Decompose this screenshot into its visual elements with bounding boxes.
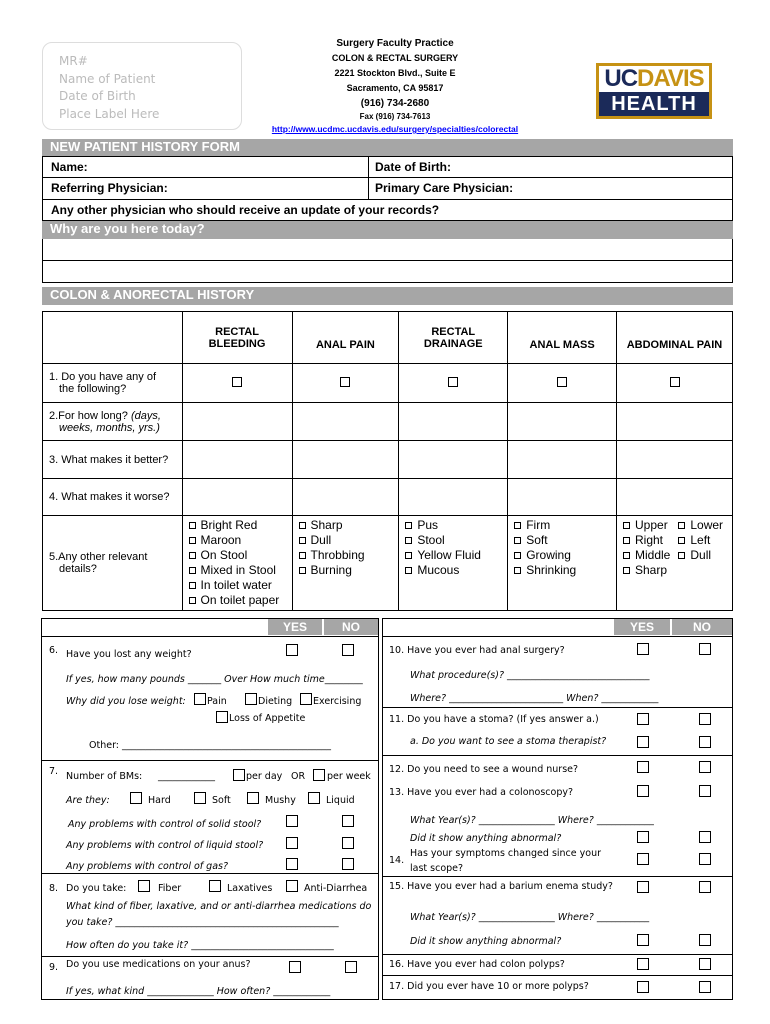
practice-url[interactable]: http://www.ucdmc.ucdavis.edu/surgery/specialties/colorectal <box>271 124 519 134</box>
q6-why: Why did you lose weight: <box>66 696 186 707</box>
opt-mixed-in-stool[interactable]: Mixed in Stool <box>189 563 286 578</box>
opt-on-stool[interactable]: On Stool <box>189 548 286 563</box>
mushy-checkbox[interactable] <box>247 792 259 804</box>
right-yes-header: YES <box>614 619 670 635</box>
q11a-no-checkbox[interactable] <box>699 736 711 748</box>
liquid-checkbox[interactable] <box>308 792 320 804</box>
q8-medications[interactable]: you take? _______________________________________________ <box>66 917 339 928</box>
why-here-bar: Why are you here today? <box>42 221 733 239</box>
q9-kind[interactable]: If yes, what kind ______________ How often? ____________ <box>66 986 331 997</box>
practice-fax: Fax (916) 734-7613 <box>359 112 431 121</box>
opt-firm[interactable]: Firm <box>514 518 610 533</box>
logo-davis: DAVIS <box>637 65 704 92</box>
opt-soft[interactable]: Soft <box>514 533 610 548</box>
q16-no-checkbox[interactable] <box>699 958 711 970</box>
ctrl-solid-yes[interactable] <box>286 815 298 827</box>
laxatives-checkbox[interactable] <box>209 880 221 892</box>
hard-checkbox[interactable] <box>130 792 142 804</box>
col-anal-mass: ANAL MASS <box>508 312 617 364</box>
ctrl-liquid-text: Any problems with control of liquid stool? <box>66 840 264 851</box>
other-physician-row[interactable]: Any other physician who should receive an update of your records? <box>42 200 733 221</box>
q1-anal-pain-checkbox[interactable] <box>340 377 350 387</box>
opt-right[interactable]: Right <box>623 533 670 548</box>
q13b-no-checkbox[interactable] <box>699 831 711 843</box>
opt-middle[interactable]: Middle <box>623 548 670 563</box>
per-week-checkbox[interactable] <box>313 769 325 781</box>
label-name: Name of Patient <box>59 71 156 86</box>
name-label: Name: <box>51 160 88 174</box>
label-mr: MR# <box>59 54 88 68</box>
col-anal-pain: ANAL PAIN <box>292 312 399 364</box>
form-title-bar: NEW PATIENT HISTORY FORM <box>42 139 733 156</box>
q17-yes-checkbox[interactable] <box>637 981 649 993</box>
q1-rectal-bleeding-checkbox[interactable] <box>232 377 242 387</box>
name-row <box>42 156 733 178</box>
dob-label: Date of Birth: <box>375 160 451 174</box>
q8-text: Do you take: <box>66 883 127 894</box>
why-line-2[interactable] <box>42 261 733 283</box>
q11-text: 11. Do you have a stoma? (If yes answer a.) <box>389 714 599 725</box>
q1-row <box>43 364 733 403</box>
q8-how-often[interactable]: How often do you take it? ______________________________ <box>66 940 334 951</box>
ucdavis-health-logo <box>596 63 712 119</box>
pain-checkbox[interactable] <box>194 693 206 705</box>
ctrl-gas-text: Any problems with control of gas? <box>66 861 229 872</box>
opt-bright-red[interactable]: Bright Red <box>189 518 286 533</box>
q6-yes-checkbox[interactable] <box>286 644 298 656</box>
q13-year-where[interactable]: What Year(s)? ________________ Where? ____________ <box>410 815 654 826</box>
opt-growing[interactable]: Growing <box>514 548 610 563</box>
opt-dull[interactable]: Dull <box>299 533 393 548</box>
q12-yes-checkbox[interactable] <box>637 761 649 773</box>
soft-checkbox[interactable] <box>194 792 206 804</box>
exercising-checkbox[interactable] <box>300 693 312 705</box>
fiber-checkbox[interactable] <box>138 880 150 892</box>
q4-row <box>43 479 733 516</box>
q9-no-checkbox[interactable] <box>345 961 357 973</box>
opt-burning[interactable]: Burning <box>299 563 393 578</box>
col-rectal-drainage: RECTAL DRAINAGE <box>399 312 508 364</box>
q3-row <box>43 441 733 479</box>
opt-in-toilet-water[interactable]: In toilet water <box>189 578 286 593</box>
right-no-header: NO <box>672 619 732 635</box>
q9-yes-checkbox[interactable] <box>289 961 301 973</box>
opt-upper[interactable]: Upper <box>623 518 670 533</box>
label-dob: Date of Birth <box>59 89 136 103</box>
physician-row <box>42 178 733 200</box>
appetite-checkbox[interactable] <box>216 711 228 723</box>
q10-text: 10. Have you ever had anal surgery? <box>389 645 565 656</box>
q6-text: Have you lost any weight? <box>66 649 192 660</box>
q1-label: 1. Do you have any of the following? <box>43 364 183 403</box>
history-table <box>42 311 733 611</box>
practice-name: Surgery Faculty Practice <box>336 38 454 49</box>
q15b-text: Did it show anything abnormal? <box>410 936 562 947</box>
opt-lower[interactable]: Lower <box>678 518 723 533</box>
opt-throbbing[interactable]: Throbbing <box>299 548 393 563</box>
q12-text: 12. Do you need to see a wound nurse? <box>389 764 579 775</box>
label-place: Place Label Here <box>59 106 160 121</box>
q13b-yes-checkbox[interactable] <box>637 831 649 843</box>
q3-label: 3. What makes it better? <box>43 441 183 479</box>
right-questions-section: YES NO 10. Have you ever had anal surgery? What procedure(s)? ______________________________ Where? ________________________ When? ____________ 11. Do you have a stoma? (If yes answer a.) a. Do you want to see a stoma therapist? 12. Do you need to see a wound nurse? 13. Have you ever had a colonoscopy? What Year(s)? ________________ Where? ____________ Did it show anything abnormal? 14. Has your symptoms changed since your last scope? 15. Have you ever had a barium enema study? What Year(s)? ________________ Where? ___________ Did it show anything abnormal? 16. Have you ever had colon polyps? 17. Did you ever have 10 or more polyps? <box>382 618 733 1000</box>
q11-yes-checkbox[interactable] <box>637 713 649 725</box>
practice-address1: 2221 Stockton Blvd., Suite E <box>334 68 456 78</box>
q11-no-checkbox[interactable] <box>699 713 711 725</box>
mass-details <box>508 516 617 611</box>
q7-text: Number of BMs: <box>66 771 143 782</box>
q5-label: 5.Any other relevant details? <box>43 516 183 611</box>
left-questions-section: YES NO 6. Have you lost any weight? If yes, how many pounds _______ Over How much time________ Why did you lose weight: Pain Dieting Exercising Loss of Appetite Other: ____________________________________________ 7. Number of BMs: ____________ per day OR per week Are they: Hard Soft Mushy Liquid Any problems with control of solid stool? Any problems with control of liquid stool? Any problems with control of gas? 8. Do you take: Fiber Laxatives Anti-Diarrhea What kind of fiber, laxative, and or anti-diarrhea medications do you take? _______________________________________________ How often do you take it? ______________________________ 9. Do you use medications on your anus? If yes, what kind ______________ How often? ____________ <box>41 618 379 1000</box>
anti-diarrhea-checkbox[interactable] <box>286 880 298 892</box>
q12-no-checkbox[interactable] <box>699 761 711 773</box>
col-rectal-bleeding: RECTAL BLEEDING <box>182 312 292 364</box>
opt-abd-sharp[interactable]: Sharp <box>623 563 670 578</box>
per-day-checkbox[interactable] <box>233 769 245 781</box>
q2-row <box>43 403 733 441</box>
ctrl-liquid-no[interactable] <box>342 837 354 849</box>
bleeding-details <box>182 516 292 611</box>
q15-year-where[interactable]: What Year(s)? ________________ Where? ___________ <box>410 912 650 923</box>
opt-stool[interactable]: Stool <box>405 533 501 548</box>
ctrl-gas-yes[interactable] <box>286 858 298 870</box>
opt-left[interactable]: Left <box>678 533 723 548</box>
q13-text: 13. Have you ever had a colonoscopy? <box>389 787 574 798</box>
q10-procedure[interactable]: What procedure(s)? ______________________________ <box>410 670 650 681</box>
q17-no-checkbox[interactable] <box>699 981 711 993</box>
q11a-text: a. Do you want to see a stoma therapist? <box>410 736 607 747</box>
q15-yes-checkbox[interactable] <box>637 881 649 893</box>
patient-label-box <box>42 42 242 130</box>
q13b-text: Did it show anything abnormal? <box>410 833 562 844</box>
opt-on-toilet-paper[interactable]: On toilet paper <box>189 593 286 608</box>
opt-maroon[interactable]: Maroon <box>189 533 286 548</box>
col-abdominal-pain: ABDOMINAL PAIN <box>617 312 733 364</box>
q1-abdominal-pain-checkbox[interactable] <box>670 377 680 387</box>
q14-no-checkbox[interactable] <box>699 853 711 865</box>
logo-health: HEALTH <box>596 92 712 119</box>
q6-no-checkbox[interactable] <box>342 644 354 656</box>
pcp-label: Primary Care Physician: <box>375 181 514 195</box>
q10-no-checkbox[interactable] <box>699 643 711 655</box>
q16-yes-checkbox[interactable] <box>637 958 649 970</box>
q6-other[interactable]: Other: ____________________________________________ <box>89 740 332 751</box>
q13-no-checkbox[interactable] <box>699 785 711 797</box>
opt-abd-dull[interactable]: Dull <box>678 548 723 563</box>
opt-sharp[interactable]: Sharp <box>299 518 393 533</box>
q17-text: 17. Did you ever have 10 or more polyps? <box>389 981 589 992</box>
q10-yes-checkbox[interactable] <box>637 643 649 655</box>
abdominal-details <box>617 516 733 611</box>
referring-label: Referring Physician: <box>51 181 168 195</box>
practice-address2: Sacramento, CA 95817 <box>346 83 444 93</box>
practice-dept: COLON & RECTAL SURGERY <box>331 53 459 63</box>
q13-yes-checkbox[interactable] <box>637 785 649 797</box>
ctrl-gas-no[interactable] <box>342 858 354 870</box>
q1-rectal-drainage-checkbox[interactable] <box>448 377 458 387</box>
q15-no-checkbox[interactable] <box>699 881 711 893</box>
ctrl-solid-text: Any problems with control of solid stool? <box>68 819 262 830</box>
q2-label: 2.For how long? (days, weeks, months, yrs.) <box>43 403 183 441</box>
dieting-checkbox[interactable] <box>245 693 257 705</box>
q15b-yes-checkbox[interactable] <box>637 934 649 946</box>
q5-row <box>43 516 733 611</box>
q15-text: 15. Have you ever had a barium enema study? <box>389 881 613 892</box>
opt-shrinking[interactable]: Shrinking <box>514 563 610 578</box>
left-no-header: NO <box>324 619 378 635</box>
ctrl-solid-no[interactable] <box>342 815 354 827</box>
why-line-1[interactable] <box>42 239 733 261</box>
drainage-details <box>399 516 508 611</box>
history-header-row <box>43 312 733 364</box>
logo-uc: UC <box>604 65 638 92</box>
q9-text: Do you use medications on your anus? <box>66 959 251 970</box>
history-title-bar: COLON & ANORECTAL HISTORY <box>42 287 733 305</box>
pain-details <box>292 516 399 611</box>
q11a-yes-checkbox[interactable] <box>637 736 649 748</box>
q4-label: 4. What makes it worse? <box>43 479 183 516</box>
q15b-no-checkbox[interactable] <box>699 934 711 946</box>
q1-anal-mass-checkbox[interactable] <box>557 377 567 387</box>
left-yes-header: YES <box>268 619 322 635</box>
ctrl-liquid-yes[interactable] <box>286 837 298 849</box>
q14-yes-checkbox[interactable] <box>637 853 649 865</box>
q10-where-when[interactable]: Where? ________________________ When? ____________ <box>410 693 659 704</box>
q7-count[interactable]: ____________ <box>158 771 215 782</box>
q6-pounds[interactable]: If yes, how many pounds _______ Over How much time________ <box>66 674 363 685</box>
practice-phone: (916) 734-2680 <box>360 98 430 109</box>
q16-text: 16. Have you ever had colon polyps? <box>389 959 565 970</box>
opt-yellow-fluid[interactable]: Yellow Fluid <box>405 548 501 563</box>
q14-text: Has your symptoms changed since your <box>410 848 602 859</box>
opt-pus[interactable]: Pus <box>405 518 501 533</box>
opt-mucous[interactable]: Mucous <box>405 563 501 578</box>
practice-header <box>270 36 520 135</box>
